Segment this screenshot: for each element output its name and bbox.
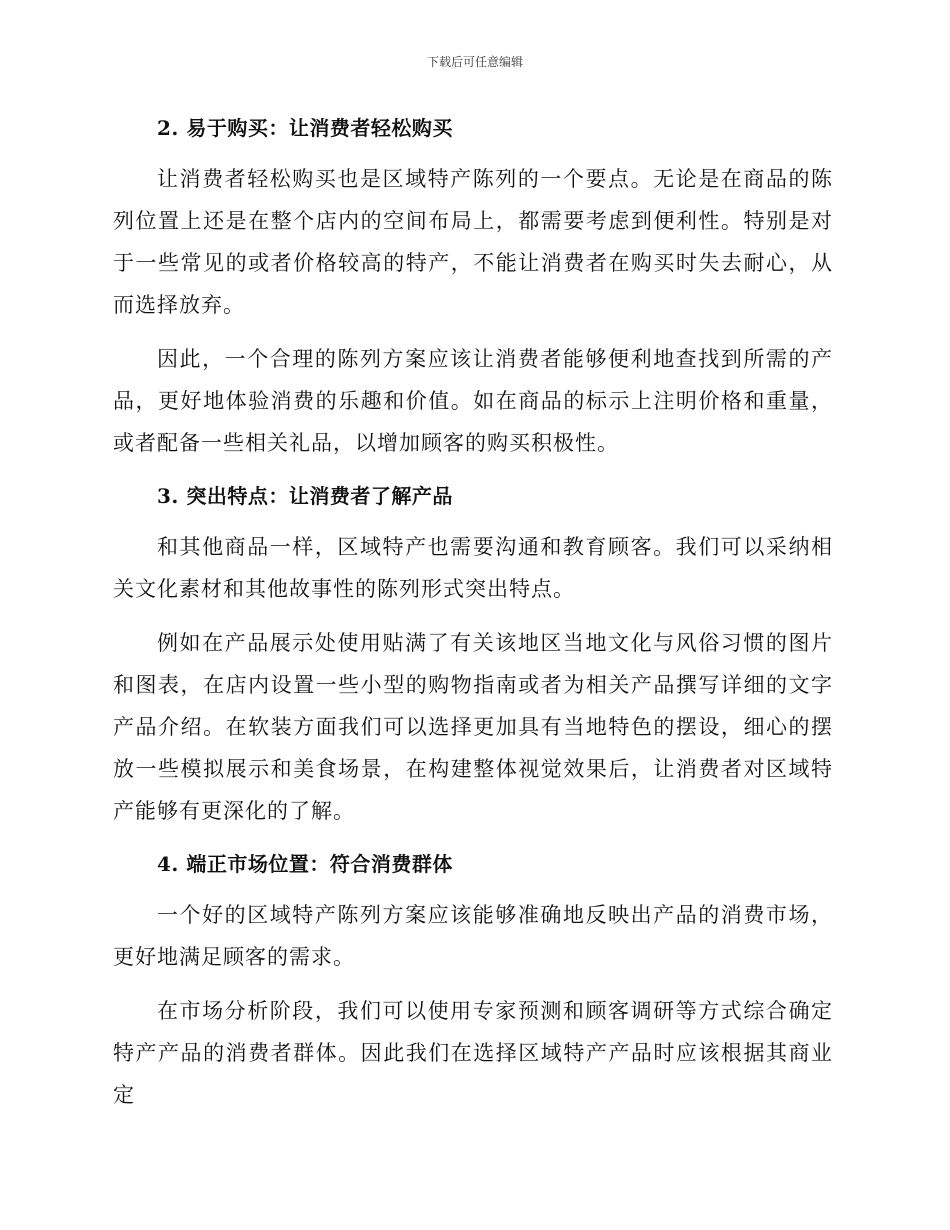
section-heading: 3. 突出特点：让消费者了解产品 xyxy=(157,484,453,508)
section-4 xyxy=(113,844,833,1116)
section-heading: 4. 端正市场位置：符合消费群体 xyxy=(157,852,453,876)
page-header: 下载后可任意编辑 xyxy=(426,55,523,69)
paragraph: 和其他商品一样，区域特产也需要沟通和教育顾客。我们可以采纳相关文化素材和其他故事性的陈列形式突出特点。 xyxy=(113,535,833,601)
section-heading: 2. 易于购买：让消费者轻松购买 xyxy=(157,116,453,140)
section-3 xyxy=(113,476,833,832)
paragraph: 在市场分析阶段，我们可以使用专家预测和顾客调研等方式综合确定特产产品的消费者群体。因此我们在选择区域特产产品时应该根据其商业定 xyxy=(113,999,833,1107)
document-body xyxy=(113,108,833,1128)
paragraph: 因此，一个合理的陈列方案应该让消费者能够便利地查找到所需的产品，更好地体验消费的乐趣和价值。如在商品的标示上注明价格和重量，或者配备一些相关礼品，以增加顾客的购买积极性。 xyxy=(113,347,833,455)
section-2 xyxy=(113,108,833,464)
paragraph: 例如在产品展示处使用贴满了有关该地区当地文化与风俗习惯的图片和图表，在店内设置一些小型的购物指南或者为相关产品撰写详细的文字产品介绍。在软装方面我们可以选择更加具有当地特色的摆设，细心的摆放一些模拟展示和美食场景，在构建整体视觉效果后，让消费者对区域特产能够有更深化的了解。 xyxy=(113,631,833,823)
paragraph: 一个好的区域特产陈列方案应该能够准确地反映出产品的消费市场，更好地满足顾客的需求。 xyxy=(113,903,833,969)
paragraph: 让消费者轻松购买也是区域特产陈列的一个要点。无论是在商品的陈列位置上还是在整个店内的空间布局上，都需要考虑到便利性。特别是对于一些常见的或者价格较高的特产，不能让消费者在购买时失去耐心，从而选择放弃。 xyxy=(113,167,833,317)
